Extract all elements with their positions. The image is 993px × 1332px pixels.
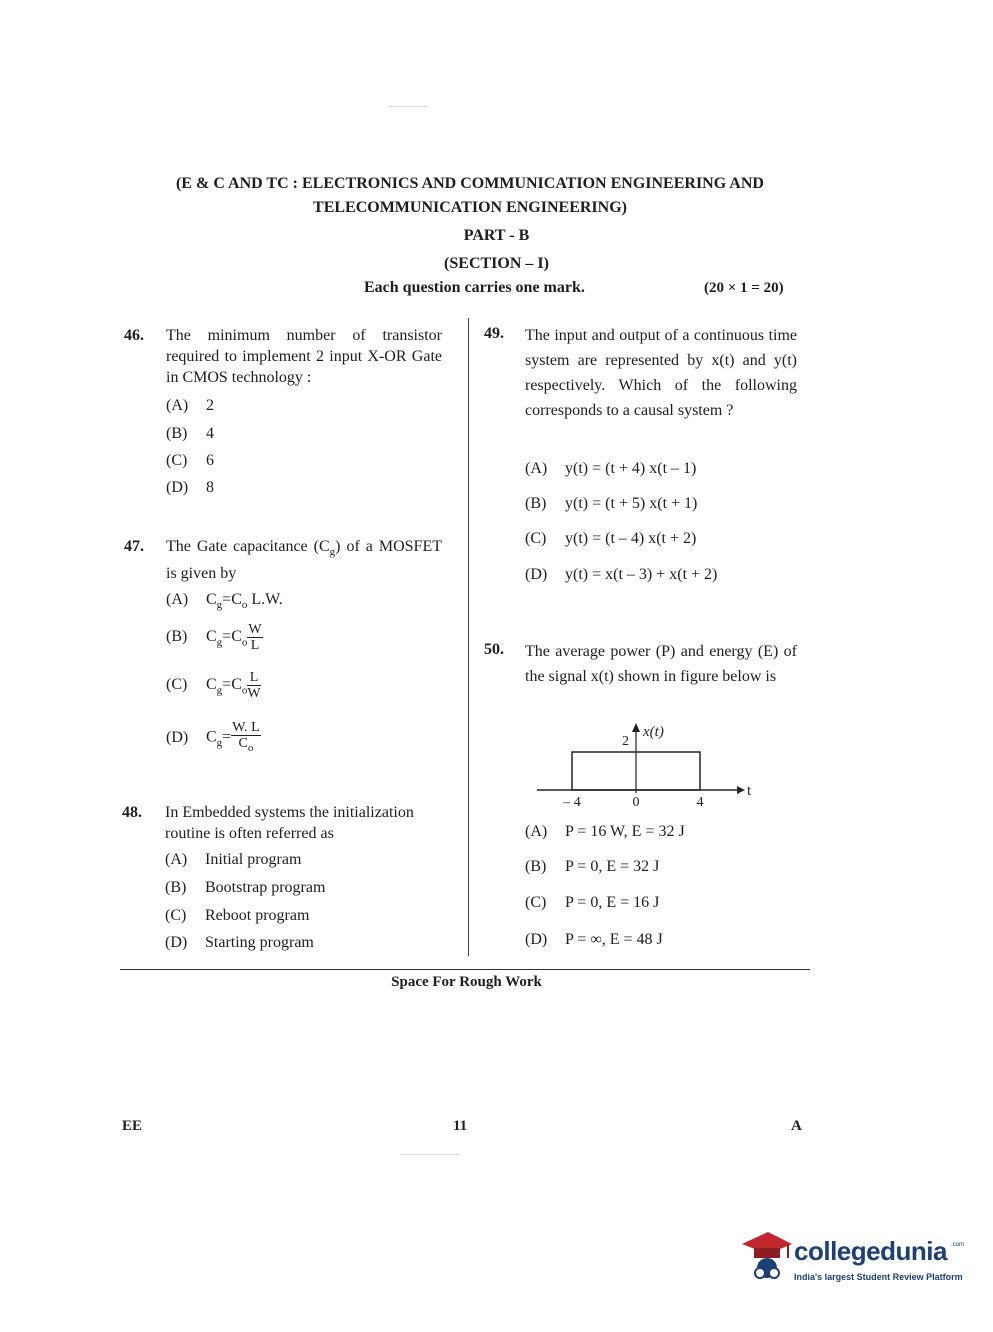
option-a: (A) Initial program [165, 851, 302, 868]
exam-subject-title: (E & C AND TC : ELECTRONICS AND COMMUNICATION ENGINEERING AND [176, 175, 764, 192]
option-a: (A) P = 16 W, E = 32 J [525, 823, 685, 840]
option-d: (D) 8 [166, 479, 214, 496]
option-b: (B) $C_g=C_o$ $\frac{W}{L}$ [166, 622, 262, 653]
option-c: (C) $C_g=C_o$ $\frac{L}{W}$ [166, 670, 261, 701]
signal-figure [525, 715, 765, 813]
option-b: (B) 4 [166, 425, 214, 442]
fraction: $\frac{W. L}{C_o}$ [232, 720, 260, 754]
rough-work-label: Space For Rough Work [391, 974, 542, 990]
fraction: $\frac{W}{L}$ [248, 622, 262, 653]
question-number: 50. [484, 641, 504, 658]
question-number: 48. [122, 804, 142, 821]
exam-subject-title-cont: TELECOMMUNICATION ENGINEERING) [313, 199, 627, 216]
footer-code: EE [122, 1118, 143, 1134]
part-title: PART - B [463, 227, 530, 244]
question-text: The minimum number of transistor required to implement 2 input X-OR Gate in CMOS technology : [166, 327, 442, 386]
question-text: The Gate capacitance $(C_g)$ of a MOSFET is given by [166, 538, 442, 583]
option-d: (D) y(t) = x(t – 3) + x(t + 2) [525, 566, 718, 583]
page-number: 11 [453, 1118, 468, 1134]
scan-mark [388, 106, 428, 107]
tick-label: – 4 [563, 795, 581, 810]
option-b: (B) y(t) = (t + 5) x(t + 1) [525, 495, 698, 512]
graduate-cap-icon [738, 1228, 794, 1284]
question-text: In Embedded systems the initialization routine is often referred as [165, 804, 414, 842]
axis-label-t: t [747, 783, 752, 799]
option-c: (C) 6 [166, 452, 214, 469]
question-text: The average power (P) and energy (E) of the signal x(t) shown in figure below is [525, 643, 797, 685]
rough-work-rule [120, 969, 810, 970]
scan-mark [400, 1154, 460, 1155]
option-a: (A) 2 [166, 397, 214, 414]
fraction: $\frac{L}{W}$ [247, 670, 261, 701]
option-d: (D) $C_g=$ $\frac{W. L}{C_o}$ [166, 720, 260, 754]
logo-tagline: India's largest Student Review Platform [794, 1272, 963, 1282]
option-a: (A) y(t) = (t + 4) x(t – 1) [525, 460, 697, 477]
question-text: The input and output of a continuous time system are represented by x(t) and y(t) respectively. Which of the following corresponds to a causal system ? [525, 327, 797, 419]
option-b: (B) Bootstrap program [165, 879, 326, 896]
collegedunia-logo [738, 1228, 968, 1290]
option-c: (C) P = 0, E = 16 J [525, 894, 660, 911]
logo-wordmark: collegedunia [794, 1236, 947, 1266]
amplitude-axis-arrow-icon [632, 723, 640, 732]
booklet-series: A [791, 1118, 802, 1134]
logo-domain: .com [951, 1242, 965, 1248]
tick-label: 4 [696, 795, 704, 810]
question-number: 47. [124, 538, 144, 555]
option-c: (C) y(t) = (t – 4) x(t + 2) [525, 530, 697, 547]
amplitude-label: 2 [622, 734, 629, 749]
section-title: (SECTION – I) [444, 255, 549, 272]
signal-label: x(t) [643, 724, 664, 740]
column-divider [468, 318, 469, 956]
time-axis-arrow-icon [737, 786, 745, 794]
marks-note: Each question carries one mark. [364, 279, 585, 296]
option-b: (B) P = 0, E = 32 J [525, 858, 660, 875]
marks-total: (20 × 1 = 20) [704, 280, 784, 296]
option-d: (D) P = ∞, E = 48 J [525, 931, 663, 948]
question-number: 46. [124, 327, 144, 344]
tick-label: 0 [632, 795, 640, 810]
option-c: (C) Reboot program [165, 907, 310, 924]
option-d: (D) Starting program [165, 934, 314, 951]
question-number: 49. [484, 325, 504, 342]
option-a: (A) $C_g=C_o$ L.W. [166, 591, 283, 612]
